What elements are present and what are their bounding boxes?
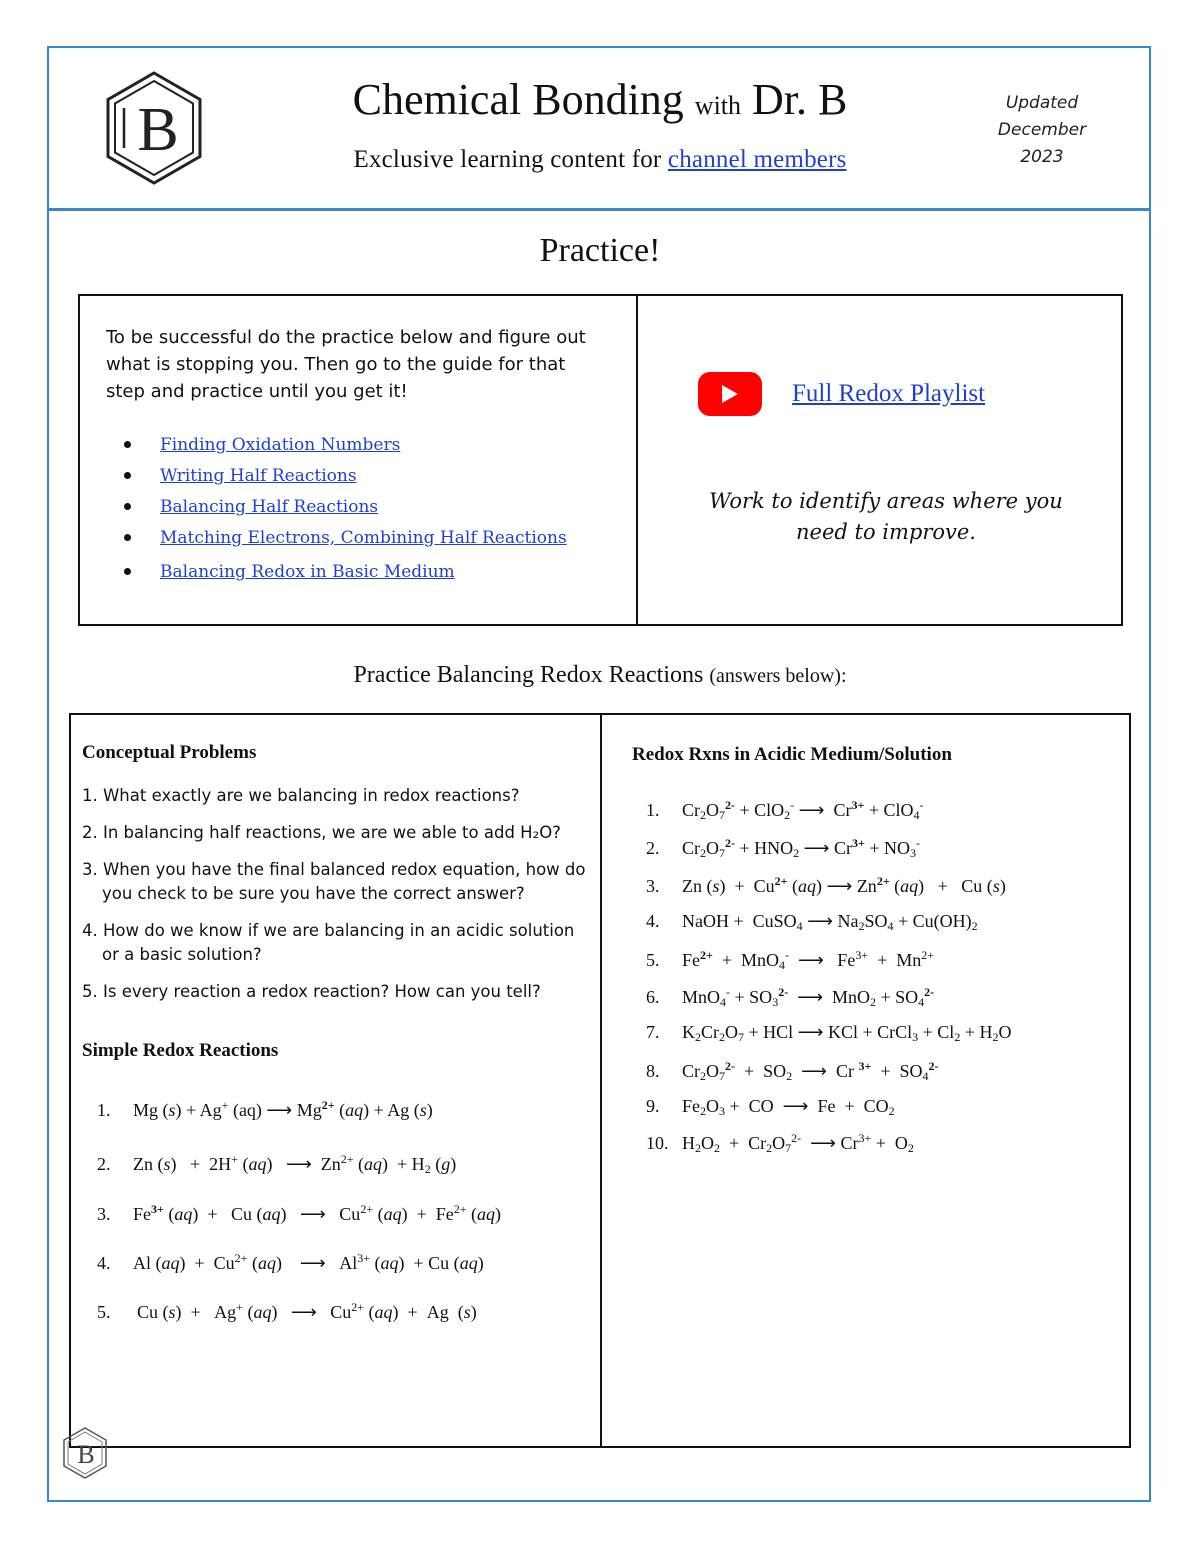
acidic-title: Redox Rxns in Acidic Medium/Solution (632, 744, 952, 765)
simple-reaction-5: 5. Cu (s) + Ag+ (aq) ⟶ $Cu^{2+}$ (aq) + Ag (s) (97, 1300, 477, 1322)
page-title: Chemical Bonding with Dr. B (352, 75, 848, 124)
svg-text:B: B (77, 1440, 95, 1469)
acidic-reaction-9: 9. $Fe_2O_3$ + CO ⟶ $Fe + CO_2$ (646, 1096, 895, 1118)
logo-letter: B (137, 96, 179, 164)
tagline: Work to identify areas where you need to improve. (709, 489, 1063, 544)
list-item: 3. When you have the final balanced redox equation, how do you check to be sure you have the correct answer? (82, 860, 586, 903)
acidic-reaction-6: 6. $MnO_4^- + SO_3^{2-}$ ⟶ $MnO_2 + SO_4^{2-}$ (646, 985, 935, 1009)
guide-link-half-reactions[interactable]: Writing Half Reactions (160, 466, 357, 486)
acidic-reaction-8: 8. $Cr_2O_7^{2-} + SO_2$ ⟶ Cr $^{3+} + SO_4^{2-}$ (646, 1059, 939, 1083)
section-title: Practice Balancing Redox Reactions (answers below): (353, 662, 847, 688)
youtube-icon[interactable] (698, 372, 762, 416)
conceptual-title: Conceptual Problems (82, 742, 257, 763)
simple-reaction-2: 2. Zn (s) + 2H+ (aq) ⟶ $Zn^{2+}$ $(aq) + H_2$ (g) (97, 1152, 457, 1176)
simple-reaction-4: 4. Al $(aq) + Cu^{2+}$ (aq) ⟶ $Al^{3+}$ (aq) + Cu (aq) (97, 1251, 484, 1273)
list-item (106, 433, 567, 464)
full-redox-playlist-link[interactable]: Full Redox Playlist (792, 380, 986, 407)
updated-note: Updated December 2023 (997, 93, 1087, 167)
simple-title: Simple Redox Reactions (82, 1040, 279, 1061)
corner-logo (62, 1426, 108, 1480)
list-item (106, 464, 567, 495)
acidic-reaction-2: 2. $Cr_2O_7^{2-} + HNO_2$ ⟶ $Cr^{3+} + NO_3^-$ (646, 836, 920, 860)
guide-link-oxidation-numbers[interactable]: Finding Oxidation Numbers (160, 435, 401, 455)
list-item: 2. In balancing half reactions, we are we able to add H₂O? (82, 823, 561, 842)
guide-links (106, 433, 567, 591)
guide-link-balancing-half[interactable]: Balancing Half Reactions (160, 497, 379, 517)
list-item: 5. Is every reaction a redox reaction? How can you tell? (82, 982, 541, 1001)
practice-intro: To be successful do the practice below and figure out what is stopping you. Then go to the guide for that step and practice until you get it! (106, 327, 586, 402)
list-item: 1. What exactly are we balancing in redox reactions? (82, 786, 520, 805)
header-separator (47, 208, 1151, 211)
acidic-reaction-10: 10. $H_2O_2 + Cr_2O_7^{2-}$ ⟶ $Cr^{3+} + O_2$ (646, 1131, 914, 1155)
list-item (106, 495, 567, 526)
list-item (106, 560, 567, 591)
list-item: 4. How do we know if we are balancing in an acidic solution or a basic solution? (82, 921, 575, 964)
conceptual-questions (82, 784, 592, 1017)
list-item (106, 526, 567, 557)
acidic-reaction-5: 5. $Fe^{2+} + MnO_4^-$ ⟶ $Fe^{3+} + Mn^{2+}$ (646, 948, 935, 972)
practice-heading: Practice! (539, 232, 661, 269)
acidic-reaction-4: 4. NaOH + CuSO$_4$ ⟶ $Na_2SO_4 + Cu(OH)_2$ (646, 911, 978, 933)
subtitle: Exclusive learning content for channel members (353, 146, 847, 173)
acidic-reaction-3: 3. Zn $(s) + Cu^{2+}$ (aq) ⟶ $Zn^{2+}$ (aq) + Cu (s) (646, 874, 1006, 896)
channel-members-link[interactable]: channel members (667, 146, 847, 173)
simple-reaction-3: 3. $Fe^{3+}$ (aq) + Cu (aq) ⟶ $Cu^{2+}$ $(aq) + Fe^{2+}$ (aq) (97, 1202, 502, 1224)
acidic-reaction-1: 1. $Cr_2O_7^{2-} + ClO_2^-$ ⟶ $Cr^{3+} + ClO_4^-$ (646, 798, 924, 822)
guide-link-matching-electrons[interactable]: Matching Electrons, Combining Half Reactions (160, 528, 567, 548)
acidic-reaction-7: 7. $K_2Cr_2O_7$ + HCl ⟶ KCl + CrCl$_3$ + $Cl_2 + H_2O$ (646, 1022, 1012, 1044)
simple-reaction-1: 1. Mg (s) + Ag+ (aq) ⟶ $Mg^{2+}$ (aq) + Ag (s) (97, 1098, 433, 1120)
guide-link-basic-medium[interactable]: Balancing Redox in Basic Medium (160, 562, 455, 582)
